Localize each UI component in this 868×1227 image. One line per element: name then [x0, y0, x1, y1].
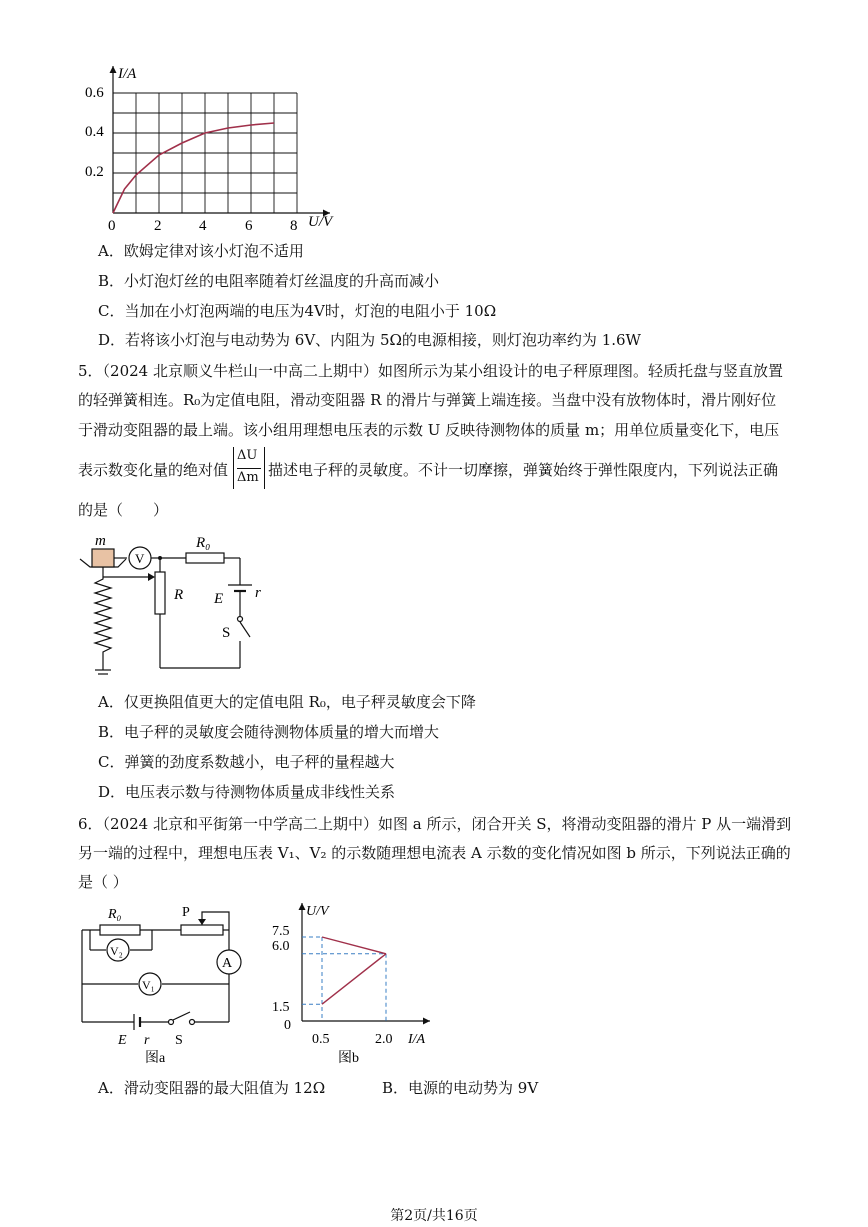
label-p: P	[182, 905, 190, 920]
q5-option-d: D．电压表示数与待测物体质量成非线性关系	[98, 783, 396, 801]
x-tick-0: 0	[108, 218, 116, 234]
x-tick-0.5: 0.5	[312, 1032, 330, 1047]
x-axis-label: U/V	[308, 214, 333, 230]
y-tick-1.5: 1.5	[272, 1000, 290, 1015]
q5-stem-line5: 的是（ ）	[78, 501, 169, 519]
figure-b-caption: 图b	[338, 1051, 359, 1066]
y-tick-6.0: 6.0	[272, 939, 290, 954]
page-footer: 第2页/共16页	[390, 1208, 478, 1224]
q6-stem-line1: 6．（2024 北京和平街第一中学高二上期中）如图 a 所示，闭合开关 S，将滑动变阻器的滑片 P 从一端滑到	[78, 815, 792, 833]
data-lines	[322, 937, 386, 1004]
label-voltmeter: V	[135, 551, 145, 566]
label-ammeter: A	[222, 956, 233, 971]
y-axis-label: U/V	[306, 904, 329, 919]
series-line-2	[322, 954, 386, 1004]
q6-stem-line2: 另一端的过程中，理想电压表 V₁、V₂ 的示数随理想电流表 A 示数的变化情况如图 b 所示，下列说法正确的	[78, 844, 791, 862]
y-axis-label: I/A	[118, 66, 137, 82]
q6-stem-line3: 是（ ）	[78, 873, 128, 891]
q5-option-b: B．电子秤的灵敏度会随待测物体质量的增大而增大	[98, 723, 440, 741]
x-axis-label: I/A	[408, 1032, 426, 1047]
q4-option-b: B．小灯泡灯丝的电阻率随着灯丝温度的升高而减小	[98, 272, 440, 290]
q5-stem-line3: 于滑动变阻器的最上端。该小组用理想电压表的示数 U 反映待测物体的质量 m；用单位质量变化下，电压	[78, 421, 780, 439]
x-tick-2: 2	[154, 218, 162, 234]
x-tick-2.0: 2.0	[375, 1032, 393, 1047]
q4-option-a: A．欧姆定律对该小灯泡不适用	[98, 242, 304, 260]
guide-lines	[302, 937, 386, 1021]
q5-option-a: A．仅更换阻值更大的定值电阻 R₀，电子秤灵敏度会下降	[98, 693, 476, 711]
y-tick-7.5: 7.5	[272, 924, 290, 939]
y-tick-0.2: 0.2	[85, 164, 104, 180]
label-s: S	[222, 625, 231, 641]
q5-stem-line4-pre: 表示数变化量的绝对值	[78, 461, 229, 479]
label-m: m	[95, 533, 106, 549]
label-v1: V₁	[142, 978, 155, 992]
chart-grid	[113, 93, 297, 213]
q5-stem-line2: 的轻弹簧相连。R₀为定值电阻，滑动变阻器 R 的滑片与弹簧上端连接。当盘中没有放物体时，滑片刚好位	[78, 391, 777, 409]
fraction-bar	[237, 468, 261, 469]
label-r0: R₀	[108, 907, 122, 922]
q4-option-d: D．若将该小灯泡与电动势为 6V、内阻为 5Ω的电源相接，则灯泡功率约为 1.6W	[98, 331, 641, 349]
label-r0: R₀	[196, 535, 211, 551]
fraction-denominator: Δm	[237, 470, 259, 485]
q5-stem-line4-post: 描述电子秤的灵敏度。不计一切摩擦，弹簧始终于弹性限度内，下列说法正确	[268, 461, 779, 479]
iu-chart	[80, 58, 350, 238]
q5-stem-line1: 5．（2024 北京顺义牛栏山一中高二上期中）如图所示为某小组设计的电子秤原理图。轻质托盘与竖直放置	[78, 362, 783, 380]
fraction-numerator: ΔU	[237, 448, 258, 463]
figure-b-chart	[272, 895, 442, 1067]
x-tick-6: 6	[245, 218, 253, 234]
iu-curve	[113, 123, 274, 213]
label-small-r: r	[255, 585, 261, 601]
x-tick-8: 8	[290, 218, 298, 234]
label-e: E	[214, 591, 224, 607]
figure-a-caption: 图a	[145, 1051, 166, 1066]
scale-circuit-figure	[78, 525, 278, 685]
q6-option-b: B．电源的电动势为 9V	[382, 1079, 539, 1097]
figure-a-circuit	[74, 898, 244, 1068]
label-small-r: r	[144, 1033, 150, 1048]
q6-option-a: A．滑动变阻器的最大阻值为 12Ω	[98, 1079, 326, 1097]
label-s: S	[175, 1033, 183, 1048]
chart-axes	[113, 66, 330, 213]
label-v2: V₂	[110, 944, 123, 958]
label-e: E	[118, 1033, 127, 1048]
y-tick-0.6: 0.6	[85, 85, 104, 101]
q4-option-c: C．当加在小灯泡两端的电压为4V时，灯泡的电阻小于 10Ω	[98, 302, 497, 320]
y-tick-0: 0	[284, 1018, 291, 1033]
label-r: R	[174, 587, 184, 603]
x-tick-4: 4	[199, 218, 207, 234]
sensitivity-fraction	[233, 447, 265, 489]
q5-option-c: C．弹簧的劲度系数越小，电子秤的量程越大	[98, 753, 395, 771]
series-line-1	[322, 937, 386, 954]
y-tick-0.4: 0.4	[85, 124, 104, 140]
